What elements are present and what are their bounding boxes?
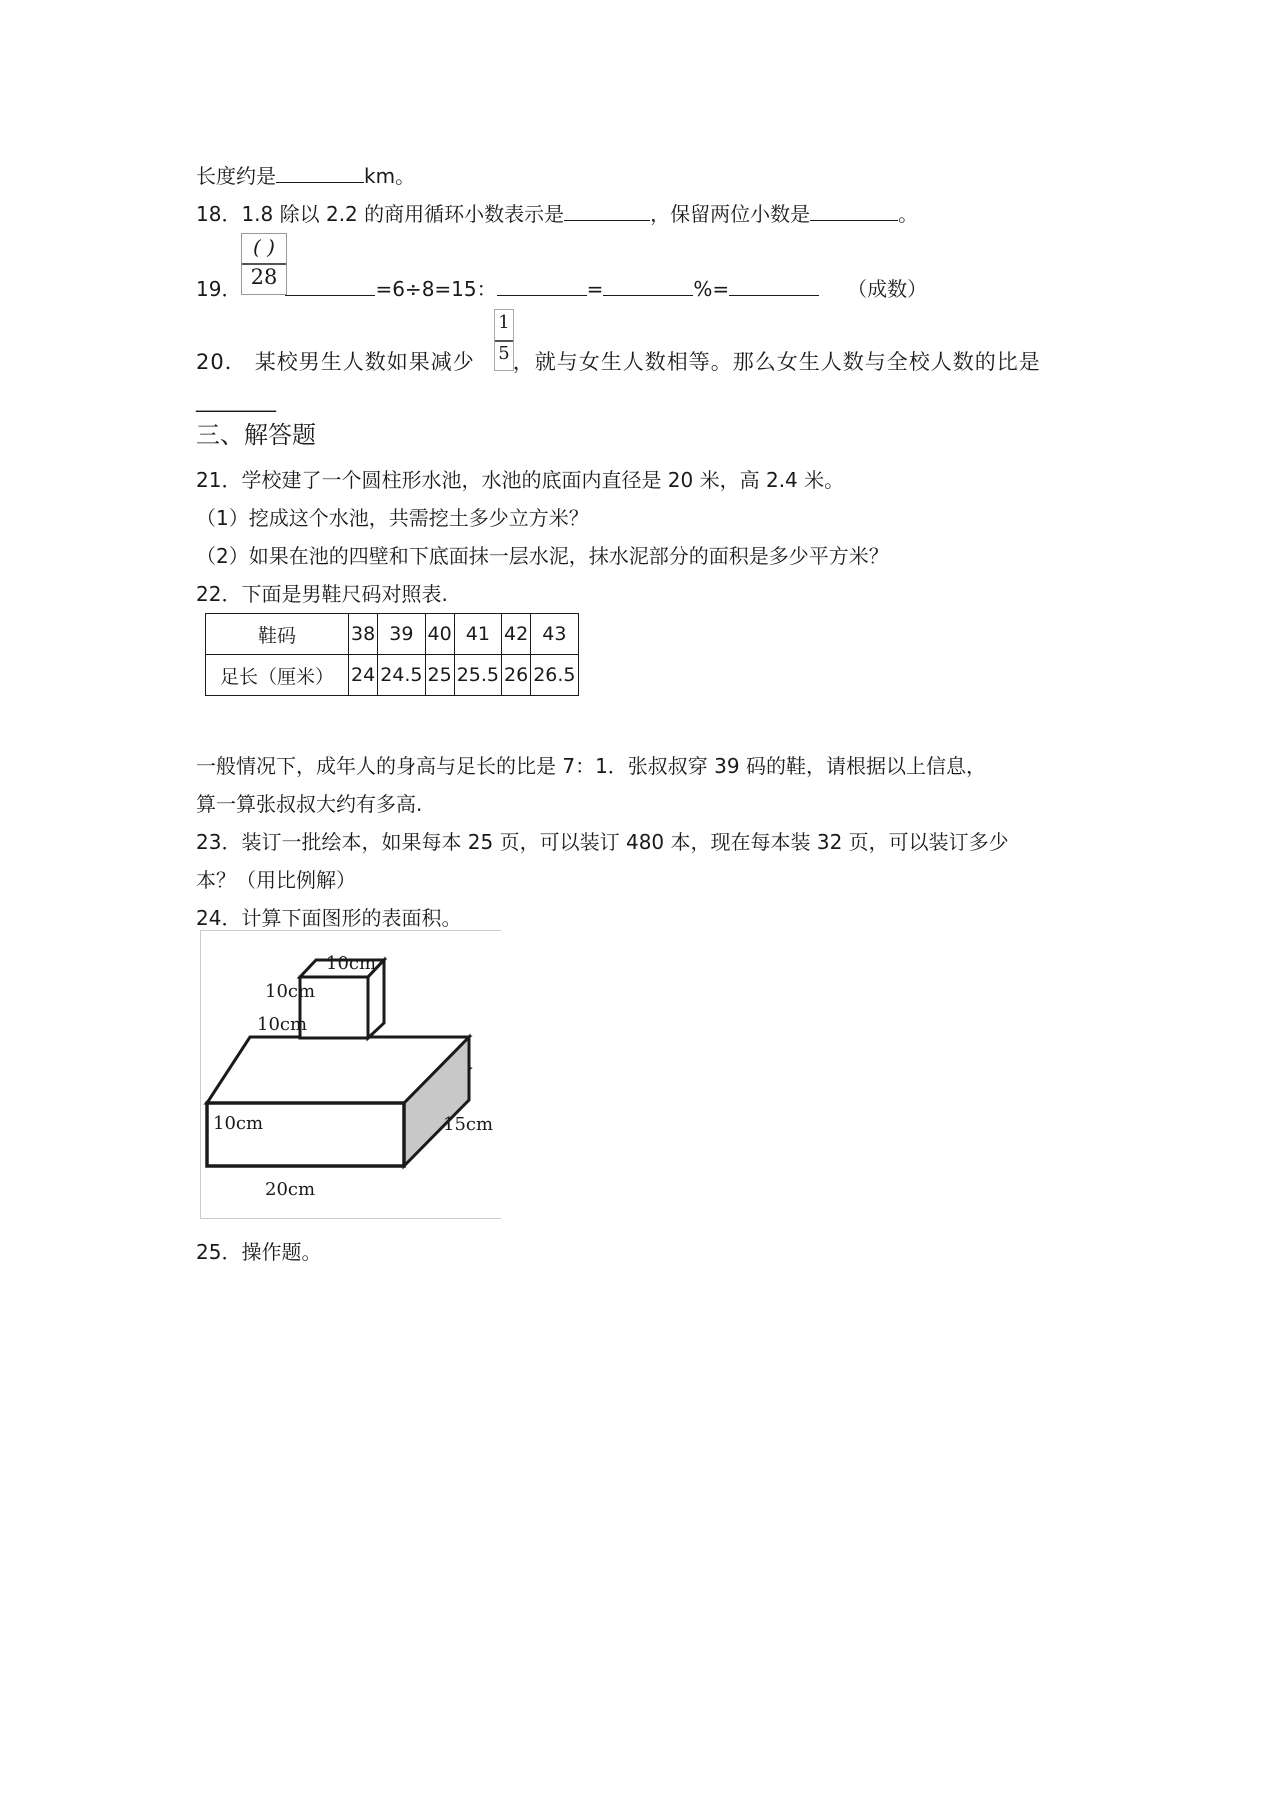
- q22-line: [196, 580, 448, 608]
- q25-line: [196, 1238, 321, 1266]
- q19-blank-3[interactable]: [603, 273, 693, 296]
- q18-line: [196, 198, 918, 228]
- q19-eq2: =: [586, 277, 604, 301]
- table-row-foot-length: [206, 655, 579, 696]
- q17-answer-blank[interactable]: [276, 160, 364, 183]
- q19-fraction-denominator: 28: [250, 265, 278, 289]
- q21-sub1: （1）挖成这个水池，共需挖土多少立方米？: [196, 506, 589, 530]
- q24-figure: [200, 930, 500, 1217]
- shoe-size-table: [205, 613, 579, 696]
- q20-number: 20．: [196, 350, 247, 374]
- q19-eq1: =6÷8=15：: [375, 277, 497, 301]
- section-3-heading: 三、解答题: [196, 421, 316, 449]
- q20-fraction-bar: [495, 340, 513, 342]
- q18-number: 18．: [196, 202, 242, 226]
- q17-unit: km。: [364, 164, 416, 188]
- q20-text1: 某校男生人数如果减少: [254, 350, 475, 374]
- table-label-foot-length: 足长（厘米）: [206, 655, 349, 696]
- q24-line: [196, 904, 461, 932]
- q19-blank-4[interactable]: [729, 273, 819, 296]
- q20-fraction-denominator: 5: [498, 343, 510, 364]
- table-cell: 26: [502, 655, 531, 696]
- q18-text1: 1.8 除以 2.2 的商用循环小数表示是: [241, 202, 565, 226]
- q18-end: 。: [898, 202, 919, 226]
- q24-text: 计算下面图形的表面积。: [241, 906, 462, 930]
- q19-blank-1[interactable]: [285, 273, 375, 296]
- label-cube-depth: 10cm: [265, 981, 316, 1002]
- q19-blank-2[interactable]: [497, 273, 587, 296]
- q19-fraction-numerator: ( ): [253, 235, 275, 259]
- table-label-shoe-size: 鞋码: [206, 614, 349, 655]
- label-box-height: 10cm: [213, 1113, 264, 1134]
- q20-blank[interactable]: ________: [196, 388, 276, 412]
- table-cell: 25.5: [454, 655, 501, 696]
- q21-line: [196, 466, 844, 494]
- q18-text2: ，保留两位小数是: [650, 202, 811, 226]
- q20-line: [196, 348, 1041, 376]
- q23-text1: 装订一批绘本，如果每本 25 页，可以装订 480 本，现在每本装 32 页，可以装订多少: [241, 830, 1009, 854]
- q21-number: 21．: [196, 468, 242, 492]
- q24-number: 24．: [196, 906, 242, 930]
- label-cube-top: 10cm: [326, 953, 377, 974]
- q22-para1: 一般情况下，成年人的身高与足长的比是 7：1．张叔叔穿 39 码的鞋，请根据以上信息，: [196, 754, 986, 778]
- q22-text: 下面是男鞋尺码对照表.: [241, 582, 448, 606]
- q19-eq3: %=: [693, 277, 730, 301]
- table-row-shoe-size: [206, 614, 579, 655]
- q20-text2: ，就与女生人数相等。那么女生人数与全校人数的比是: [512, 350, 1041, 374]
- q20-fraction-numerator: 1: [498, 312, 510, 333]
- q22-para2: 算一算张叔叔大约有多高.: [196, 792, 423, 816]
- table-cell: 40: [425, 614, 454, 655]
- table-cell: 41: [454, 614, 501, 655]
- table-cell: 38: [349, 614, 378, 655]
- q25-text: 操作题。: [241, 1240, 322, 1264]
- q17-tail-line: [196, 160, 415, 190]
- table-cell: 25: [425, 655, 454, 696]
- label-box-length: 20cm: [265, 1179, 316, 1200]
- q19-number: 19．: [196, 277, 242, 301]
- q18-blank-1[interactable]: [564, 198, 650, 221]
- q21-sub2: （2）如果在池的四壁和下底面抹一层水泥，抹水泥部分的面积是多少平方米？: [196, 544, 889, 568]
- q19-line: [196, 273, 927, 303]
- q21-text: 学校建了一个圆柱形水池，水池的底面内直径是 20 米，高 2.4 米。: [241, 468, 845, 492]
- q23-number: 23．: [196, 830, 242, 854]
- label-cube-height: 10cm: [257, 1014, 308, 1035]
- table-cell: 24: [349, 655, 378, 696]
- table-cell: 42: [502, 614, 531, 655]
- q20-blank-line[interactable]: [196, 386, 276, 414]
- table-cell: 26.5: [531, 655, 578, 696]
- table-cell: 24.5: [378, 655, 425, 696]
- q25-number: 25．: [196, 1240, 242, 1264]
- q23-line2: 本？（用比例解）: [196, 868, 356, 892]
- label-box-depth: 15cm: [443, 1114, 494, 1135]
- q22-number: 22．: [196, 582, 242, 606]
- q18-blank-2[interactable]: [810, 198, 898, 221]
- q19-note: （成数）: [847, 277, 928, 301]
- q23-line1: [196, 828, 1009, 856]
- table-cell: 39: [378, 614, 425, 655]
- table-cell: 43: [531, 614, 578, 655]
- q17-prefix: 长度约是: [196, 164, 276, 188]
